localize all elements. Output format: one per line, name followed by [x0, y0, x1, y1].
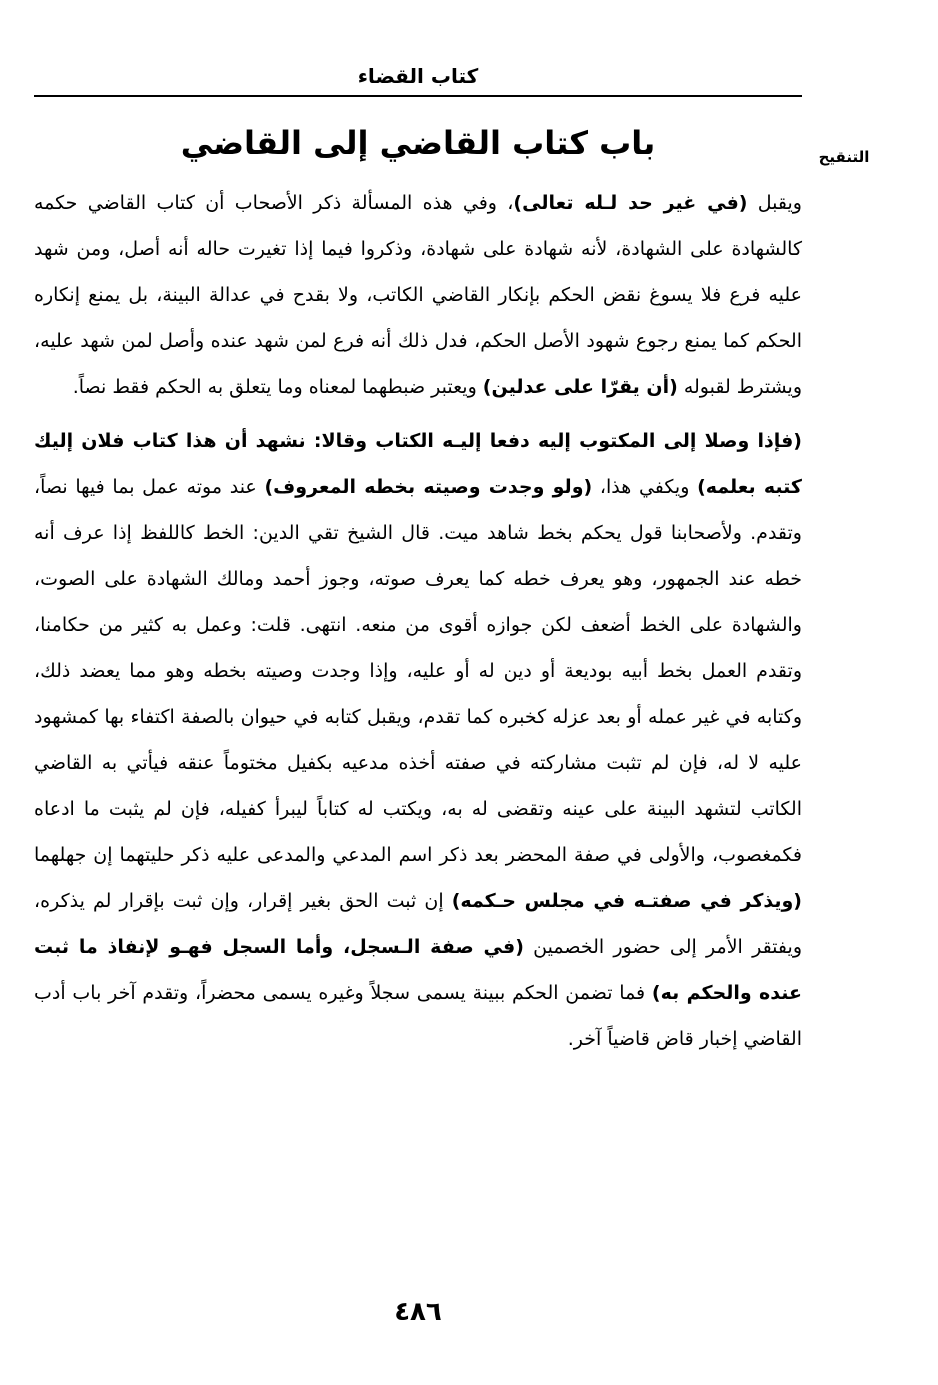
- header-rule: [34, 95, 802, 97]
- paragraph-2-quote: (في صفة الـسجل، وأما السجل فهـو لإنفاذ ما ثبت عنده والحكم به): [34, 936, 802, 1004]
- paragraph-2-text: فما تضمن الحكم ببينة يسمى سجلاً وغيره يسمى محضراً، وتقدم آخر باب أدب القاضي إخبار قاض قاضياً آخر.: [34, 982, 802, 1050]
- paragraph-2-text: ويكفي هذا،: [599, 476, 690, 498]
- paragraph-2-quote: (فإذا وصلا إلى المكتوب إليه دفعا إليـه الكتاب وقالا: نشهد أن هذا كتاب فلان إليك كتبه بعلمه): [34, 430, 802, 498]
- paragraph-1-quote: (أن يقرّا على عدلين): [482, 376, 678, 398]
- paragraph-2-text: عند موته عمل بما فيها نصاً، وتقدم. ولأصحابنا قول يحكم بخط شاهد ميت. قال الشيخ تقي الدين: الخط كاللفظ إذا عرف أنه خطه عند الجمهور، وهو يعرف خطه كما يعرف صوته، وجوز أحمد ومالك الشهادة على الصوت، والشهادة على الخط أضعف لكن جوازه أقوى من منعه. انتهى. قلت: وعمل به كثير من حكامنا، وتقدم العمل بخط أبيه بوديعة أو دين له أو عليه، وإذا وجدت وصيته بخطه وهو مما يعضد ذلك، وكتابه في غير عمله أو بعد عزله كخبره كما تقدم، ويقبل كتابه في حيوان بالصفة اكتفاء بها كمشهود عليه لا له، فإن لم تثبت مشاركته في صفته أخذه مدعيه بكفيل مختوماً عنقه فيأتي به القاضي الكاتب لتشهد البينة على عينه وتقضى له به، ويكتب له كتاباً ليبرأ كفيله، فإن لم يثبت ما ادعاه فكمغصوب، والأولى في صفة المحضر بعد ذكر اسم المدعي والمدعى عليه ذكر حليتهما إن جهلهما: [34, 476, 802, 866]
- side-label: التنقيح: [818, 148, 870, 166]
- page-number: ٤٨٦: [394, 1297, 442, 1327]
- body-text: [34, 180, 802, 1062]
- paragraph-1-text: ، وفي هذه المسألة ذكر الأصحاب أن كتاب القاضي حكمه كالشهادة على الشهادة، لأنه شهادة على شهادة، وذكروا فيما إذا تغيرت حاله أنه أصل، ومن شهد عليه فرع فلا يسوغ نقض الحكم بإنكار القاضي الكاتب، ولا بقدح في عدالة البينة، بل يمنع إنكاره الحكم كما يمنع رجوع شهود الأصل الحكم، فدل ذلك أنه فرع لمن شهد عنده وأصل لمن شهد عليه، ويشترط لقبوله: [34, 192, 802, 398]
- chapter-title: باب كتاب القاضي إلى القاضي: [180, 124, 656, 162]
- running-header: كتاب القضاء: [357, 64, 479, 88]
- paragraph-2-quote: (ولو وجدت وصيته بخطه المعروف): [264, 476, 593, 498]
- paragraph-2: [34, 418, 802, 1062]
- paragraph-1-text: ويقبل: [757, 192, 802, 214]
- paragraph-2-text: إن ثبت الحق بغير إقرار، وإن ثبت بإقرار لم يذكره، ويفتقر الأمر إلى حضور الخصمين: [34, 890, 802, 958]
- paragraph-2-quote: (ويذكر في صفتـه في مجلس حـكمه): [451, 890, 802, 912]
- paragraph-1: [34, 180, 802, 410]
- paragraph-1-quote: (في غير حد لـله تعالى): [513, 192, 748, 214]
- paragraph-1-text: ويعتبر ضبطهما لمعناه وما يتعلق به الحكم فقط نصاً.: [72, 376, 477, 398]
